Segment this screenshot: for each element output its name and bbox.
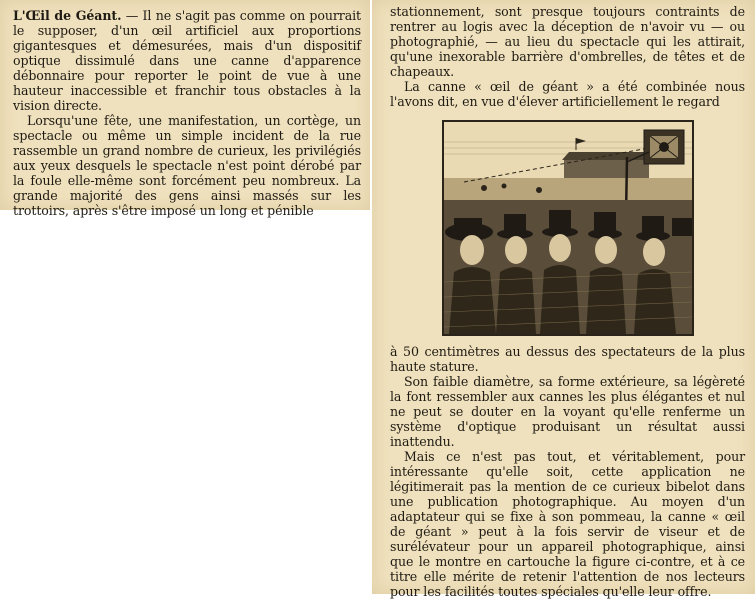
article-heading: L'Œil de Géant. xyxy=(13,8,122,23)
right-paragraph-5: Mais ce n'est pas tout, et véritablement, pour intéressante qu'elle soit, cette application ne légitimerait pas la mention de ce curieux bibelot dans une publication photographique. Au moyen d'un adaptateur qui se fixe à son pommeau, la canne « œil de géant » peut à la fois servir de viseur et de surélévateur pour un appareil photographique, ainsi que le montre en cartouche la figure ci-contre, et à ce titre elle mérite de retenir l'attention de nos lecteurs pour les facilités toutes spéciales qu'elle leur offre. xyxy=(390,449,745,599)
engraving-image xyxy=(444,122,692,334)
right-paragraph-1: stationnement, sont presque toujours contraints de rentrer au logis avec la déception de n'avoir vu — ou photographié, — au lieu du spectacle qui les attirait, qu'une inexorable barrière d'ombrelles, de têtes et de chapeaux. xyxy=(390,4,745,79)
right-paragraph-4: Son faible diamètre, sa forme extérieure, sa légèreté la font ressembler aux cannes les plus élégantes et nul ne peut se douter en la voyant qu'elle renferme un système d'optique produisant un résultat aussi inattendu. xyxy=(390,374,745,449)
left-column-text xyxy=(13,8,361,218)
right-paragraph-2: La canne « œil de géant » a été combinée nous l'avons dit, en vue d'élever artificiellement le regard xyxy=(390,79,745,109)
right-column-top-text xyxy=(390,4,745,109)
right-paragraph-3: à 50 centimètres au dessus des spectateurs de la plus haute stature. xyxy=(390,344,745,374)
right-column-bottom-text xyxy=(390,344,745,599)
crowd-illustration xyxy=(442,120,694,336)
left-paragraph-2: Lorsqu'une fête, une manifestation, un cortège, un spectacle ou même un simple incident de la rue rassemble un grand nombre de curieux, les privilégiés aux yeux desquels le spectacle n'est point dérobé par la foule elle-même sont forcément peu nombreux. La grande majorité des gens ainsi massés sur les trottoirs, après s'être imposé un long et pénible xyxy=(13,113,361,218)
camera-icon xyxy=(644,130,684,164)
crowd xyxy=(444,200,692,334)
article-first-paragraph xyxy=(13,8,361,113)
right-clipping xyxy=(372,0,755,599)
left-clipping xyxy=(0,0,370,218)
left-paragraph-1: — Il ne s'agit pas comme on pourrait le supposer, d'un œil artificiel aux proportions gigantesques et démesurées, mais d'un dispositif optique dissimulé dans une canne d'apparence débonnaire pour reporter le point de vue à une hauteur inaccessible et franchir tous obstacles à la vision directe. xyxy=(13,8,362,113)
